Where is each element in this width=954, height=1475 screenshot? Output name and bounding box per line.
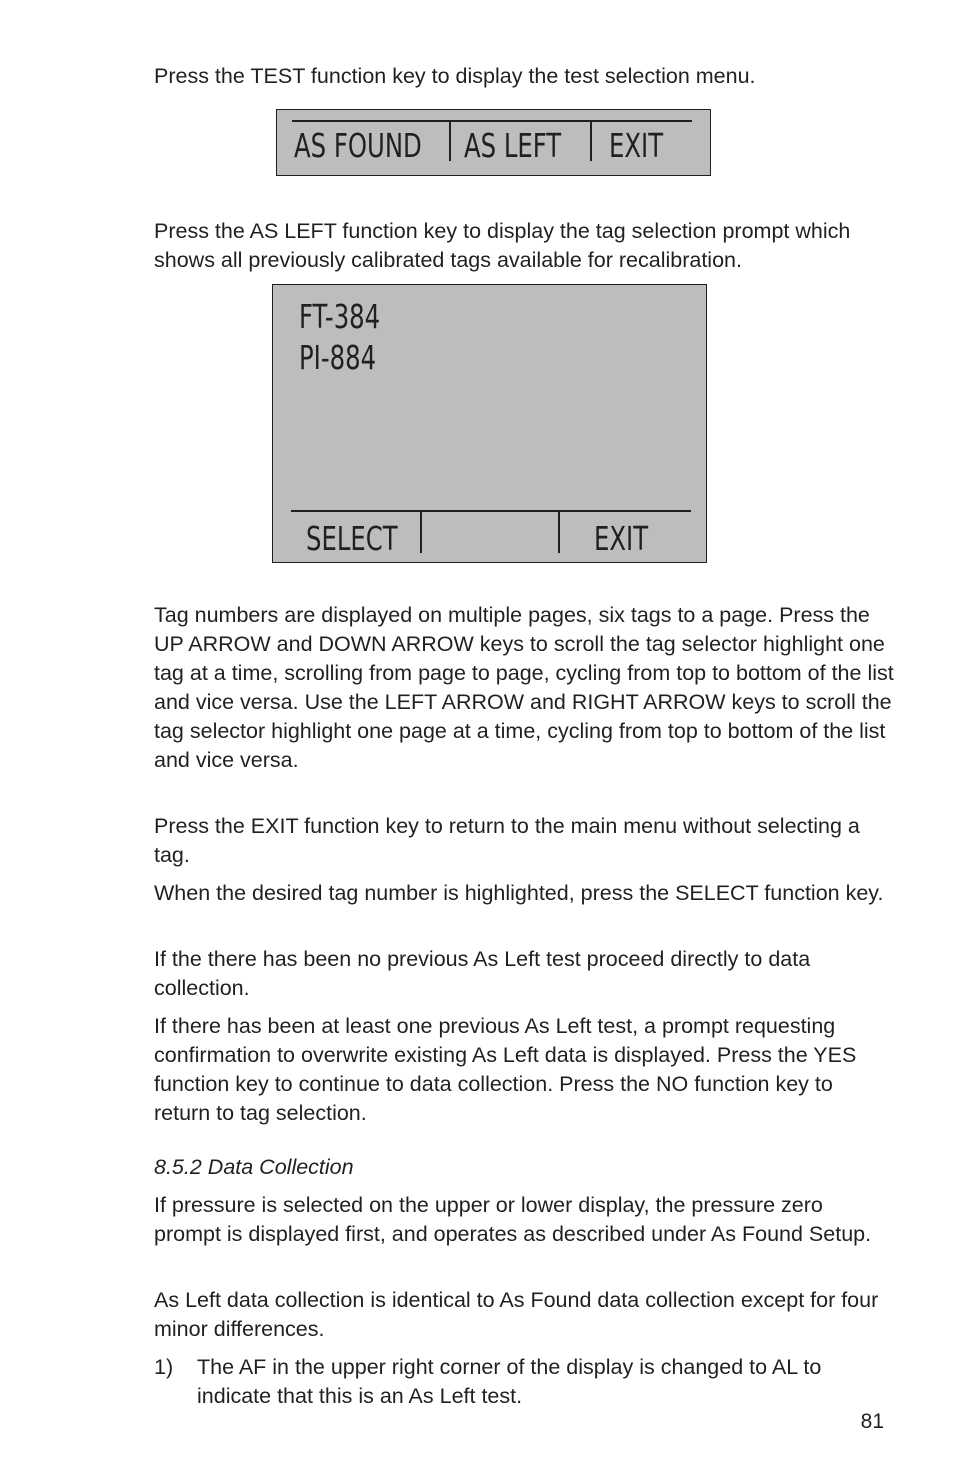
page-number: 81 <box>860 1410 884 1433</box>
softkey-divider-line <box>291 510 691 512</box>
paragraph-select-key: When the desired tag number is highlighted, press the SELECT function key. <box>154 881 884 905</box>
softkey-separator <box>590 121 592 161</box>
tag-list-item[interactable]: PI-884 <box>299 338 377 377</box>
paragraph-differences: As Left data collection is identical to As Found data collection except for four minor differences. <box>154 1288 879 1341</box>
paragraph-test-key: Press the TEST function key to display the test selection menu. <box>154 64 756 88</box>
paragraph-pressure-zero: If pressure is selected on the upper or lower display, the pressure zero prompt is displayed first, and operates as described under As Found Setup. <box>154 1193 872 1246</box>
lcd-tag-selection-prompt <box>272 284 707 563</box>
section-heading: 8.5.2 Data Collection <box>154 1155 354 1179</box>
softkey-separator <box>558 511 560 553</box>
lcd-test-selection-menu <box>276 109 711 176</box>
select-softkey[interactable]: SELECT <box>306 519 398 558</box>
as-left-softkey[interactable]: AS LEFT <box>464 126 562 165</box>
softkey-separator <box>449 121 451 161</box>
tag-list-item[interactable]: FT-384 <box>299 297 381 336</box>
paragraph-as-left-key: Press the AS LEFT function key to display the tag selection prompt which shows all previously calibrated tags available for recalibration. <box>154 219 851 272</box>
paragraph-exit-key: Press the EXIT function key to return to the main menu without selecting a tag. <box>154 814 860 867</box>
list-item-text: The AF in the upper right corner of the display is changed to AL to indicate that this is an As Left test. <box>197 1355 822 1408</box>
paragraph-tag-scrolling: Tag numbers are displayed on multiple pages, six tags to a page. Press the UP ARROW and DOWN ARROW keys to scroll the tag selector highlight one tag at a time, scrolling from page to page, cycling from top to bottom of the list and vice versa. Use the LEFT ARROW and RIGHT ARROW keys to scroll the tag selector highlight one page at a time, cycling from top to bottom of the list and vice versa. <box>154 603 894 772</box>
paragraph-no-previous-test: If the there has been no previous As Left test proceed directly to data collection. <box>154 947 811 1000</box>
paragraph-overwrite-confirmation: If there has been at least one previous As Left test, a prompt requesting confirmation to overwrite existing As Left data is displayed. Press the YES function key to continue to data collection. Press the NO function key to return to tag selection. <box>154 1014 857 1125</box>
softkey-separator <box>420 511 422 553</box>
exit-softkey[interactable]: EXIT <box>594 519 649 558</box>
softkey-divider-line <box>292 120 692 122</box>
exit-softkey[interactable]: EXIT <box>609 126 664 165</box>
as-found-softkey[interactable]: AS FOUND <box>294 126 422 165</box>
list-item-number: 1) <box>154 1355 174 1379</box>
